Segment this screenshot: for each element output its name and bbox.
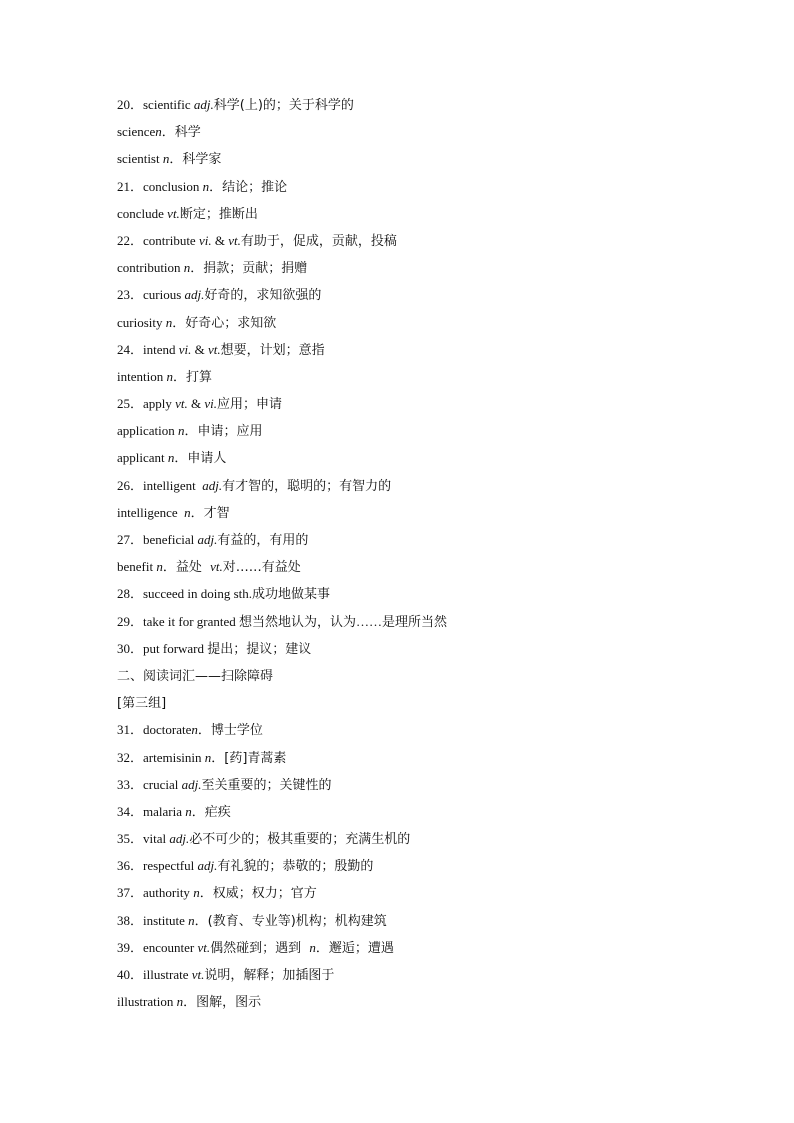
vocab-line xyxy=(117,285,777,312)
vocab-line xyxy=(117,503,777,530)
part-of-speech: n xyxy=(184,504,191,520)
line-text: ．申请人 xyxy=(174,451,227,467)
line-text: 39．encounter xyxy=(117,939,198,955)
line-text: 30．put forward 提出；提议；建议 xyxy=(117,640,312,656)
part-of-speech: adj. xyxy=(181,776,202,792)
line-text: 40．illustrate xyxy=(117,967,192,982)
line-text: contribution xyxy=(117,260,184,276)
part-of-speech: n xyxy=(165,314,173,330)
vocab-line xyxy=(117,394,777,421)
part-of-speech: adj. xyxy=(197,532,218,547)
vocab-line xyxy=(117,720,777,747)
vocab-line xyxy=(117,421,777,448)
part-of-speech: adj. xyxy=(202,477,223,493)
line-text: conclude xyxy=(117,205,168,221)
vocab-line xyxy=(117,476,777,503)
line-text: intention xyxy=(117,368,167,384)
line-text: 想要，计划；意指 xyxy=(220,342,325,358)
line-text: ．才智 xyxy=(190,505,230,521)
part-of-speech: adj. xyxy=(193,97,214,112)
vocab-line xyxy=(117,313,777,340)
line-text: 24．intend xyxy=(117,341,179,357)
line-text: ．(教育、专业等)机构；机构建筑 xyxy=(194,913,387,929)
line-text: ．图解，图示 xyxy=(183,995,262,1011)
line-text: illustration xyxy=(117,994,177,1010)
line-text: ．疟疾 xyxy=(191,804,231,820)
part-of-speech: vt. xyxy=(167,205,180,221)
vocab-line xyxy=(117,856,777,883)
line-text: 至关重要的；关键性的 xyxy=(201,777,332,793)
part-of-speech: n xyxy=(178,423,185,439)
line-text: 应用；申请 xyxy=(217,397,283,413)
part-of-speech: n xyxy=(191,722,198,738)
line-text: 必不可少的；极其重要的；充满生机的 xyxy=(189,832,411,848)
vocab-line xyxy=(117,448,777,475)
line-text: science xyxy=(117,124,156,140)
line-text: 32．artemisinin xyxy=(117,749,205,765)
vocab-line xyxy=(117,258,777,285)
line-text: 33．crucial xyxy=(117,776,182,792)
vocab-line xyxy=(117,584,777,611)
line-text: & xyxy=(191,341,209,357)
part-of-speech: vt. xyxy=(175,396,188,412)
line-text: applicant xyxy=(117,450,168,466)
part-of-speech: n xyxy=(309,939,316,955)
vocab-line xyxy=(117,177,777,204)
part-of-speech: vt. xyxy=(210,559,223,575)
part-of-speech: n xyxy=(183,260,191,276)
line-text: 37．authority xyxy=(117,885,194,901)
line-text: 20．scientific xyxy=(117,97,194,112)
line-text: ．邂逅；遭遇 xyxy=(315,940,394,956)
vocab-line xyxy=(117,204,777,231)
line-text: 38．institute xyxy=(117,912,189,928)
line-text: 22．contribute xyxy=(117,232,199,248)
vocab-line xyxy=(117,829,777,856)
line-text: 29．take it for granted 想当然地认为，认为……是理所当然 xyxy=(117,613,448,629)
vocab-line xyxy=(117,938,777,965)
vocab-line xyxy=(117,748,777,775)
part-of-speech: adj. xyxy=(197,858,218,874)
part-of-speech: n xyxy=(202,178,210,194)
part-of-speech: n xyxy=(167,450,175,466)
line-text: 35．vital xyxy=(117,831,170,847)
vocab-line xyxy=(117,883,777,910)
line-text: 26．intelligent xyxy=(117,477,203,493)
line-text: ．科学 xyxy=(161,125,201,141)
line-text: 有才智的，聪明的；有智力的 xyxy=(222,478,392,494)
part-of-speech: n xyxy=(188,912,195,928)
line-text: ．博士学位 xyxy=(197,723,263,739)
part-of-speech: n xyxy=(193,885,200,901)
part-of-speech: vt. xyxy=(208,341,221,357)
line-text: ．[药]青蒿素 xyxy=(211,750,287,766)
vocab-line xyxy=(117,231,777,258)
line-text: 有益的，有用的 xyxy=(217,533,309,548)
line-text: ．申请；应用 xyxy=(184,424,263,440)
vocab-line xyxy=(117,639,777,666)
line-text: 好奇的，求知欲强的 xyxy=(204,288,322,304)
part-of-speech: vt. xyxy=(197,939,211,955)
line-text: ．打算 xyxy=(172,369,212,385)
vocab-line xyxy=(117,666,777,693)
line-text: application xyxy=(117,423,179,439)
line-text: benefit xyxy=(117,559,157,575)
part-of-speech: n xyxy=(185,803,192,819)
line-text: ．好奇心；求知欲 xyxy=(172,315,277,331)
line-text: & xyxy=(187,396,205,412)
vocab-line xyxy=(117,965,777,992)
part-of-speech: n xyxy=(166,368,173,384)
line-text: ．科学家 xyxy=(169,152,222,168)
line-text: ．权威；权力；官方 xyxy=(199,886,317,902)
line-text: ．益处 xyxy=(162,560,211,576)
part-of-speech: vt. xyxy=(228,232,241,248)
line-text: ．捐款；贡献；捐赠 xyxy=(190,261,308,277)
part-of-speech: n xyxy=(155,124,162,140)
part-of-speech: vi. xyxy=(204,396,218,412)
part-of-speech: adj. xyxy=(169,831,190,847)
part-of-speech: vi. xyxy=(198,232,212,248)
line-text: 对……有益处 xyxy=(222,560,301,576)
line-text: 36．respectful xyxy=(117,858,198,874)
vocab-line xyxy=(117,911,777,938)
line-text: 27．beneficial xyxy=(117,532,198,547)
vocab-line xyxy=(117,367,777,394)
vocab-line xyxy=(117,122,777,149)
vocab-line xyxy=(117,992,777,1019)
vocab-line xyxy=(117,693,777,720)
line-text: 有礼貌的；恭敬的；殷勤的 xyxy=(217,859,374,875)
line-text: 有助于，促成，贡献，投稿 xyxy=(240,233,397,249)
vocab-line xyxy=(117,149,777,176)
vocab-line xyxy=(117,775,777,802)
line-text: & xyxy=(211,232,229,248)
line-text: scientist xyxy=(117,151,163,167)
line-text: 21．conclusion xyxy=(117,178,203,194)
line-text: 25．apply xyxy=(117,396,176,412)
line-text: 偶然碰到；遇到 xyxy=(210,940,310,956)
line-text: curiosity xyxy=(117,314,166,330)
vocab-line xyxy=(117,530,777,557)
part-of-speech: adj. xyxy=(184,287,205,303)
line-text: 说明，解释；加插图于 xyxy=(204,968,335,983)
line-text: 31．doctorate xyxy=(117,722,192,738)
line-text: ．结论；推论 xyxy=(209,179,288,195)
vocab-line xyxy=(117,612,777,639)
line-text: [第三组] xyxy=(117,696,167,712)
line-text: 23．curious xyxy=(117,287,185,303)
part-of-speech: vi. xyxy=(178,341,192,357)
line-text: 34．malaria xyxy=(117,803,186,819)
part-of-speech: vt. xyxy=(191,967,205,982)
vocabulary-list xyxy=(117,95,777,1019)
vocab-line xyxy=(117,802,777,829)
line-text: 二、阅读词汇——扫除障碍 xyxy=(117,668,274,684)
vocab-line xyxy=(117,340,777,367)
line-text: 科学(上)的；关于科学的 xyxy=(213,98,354,113)
part-of-speech: n xyxy=(176,994,184,1010)
vocab-line xyxy=(117,95,777,122)
part-of-speech: n xyxy=(204,749,212,765)
part-of-speech: n xyxy=(156,559,163,575)
vocab-line xyxy=(117,557,777,584)
line-text: 断定；推断出 xyxy=(179,206,258,222)
part-of-speech: n xyxy=(162,151,170,167)
line-text: 28．succeed in doing sth.成功地做某事 xyxy=(117,586,331,602)
line-text: intelligence xyxy=(117,504,185,520)
